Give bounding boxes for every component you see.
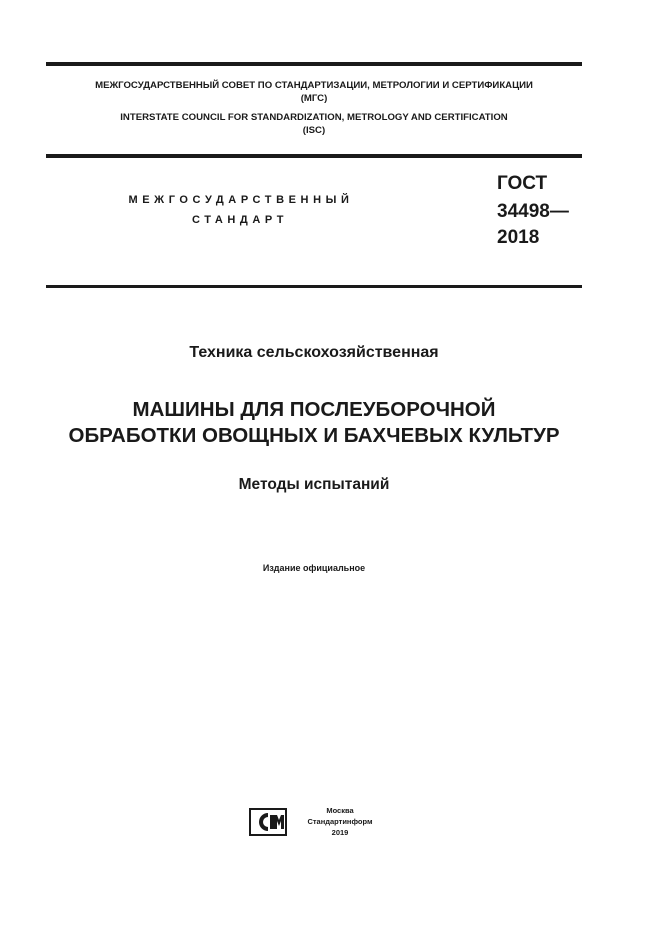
document-title-line1: МАШИНЫ ДЛЯ ПОСЛЕУБОРОЧНОЙ	[132, 398, 496, 421]
standartinform-logo-icon	[249, 808, 287, 836]
publisher-name: Стандартинформ	[307, 817, 373, 826]
gost-year: 2018	[497, 227, 540, 248]
publication-year: 2019	[331, 828, 349, 837]
document-subtitle: Методы испытаний	[238, 476, 390, 493]
council-abbr-ru: (МГС)	[300, 93, 328, 104]
council-abbr-en: (ISC)	[302, 125, 326, 136]
gost-number: 34498—	[497, 201, 569, 222]
top-rule	[46, 62, 582, 66]
document-title-line2: ОБРАБОТКИ ОВОЩНЫХ И БАХЧЕВЫХ КУЛЬТУР	[68, 424, 560, 447]
middle-rule	[46, 154, 582, 158]
bottom-rule	[46, 285, 582, 288]
publisher-city: Москва	[326, 806, 354, 815]
gost-label: ГОСТ	[497, 173, 548, 194]
standard-type-line1: МЕЖГОСУДАРСТВЕННЫЙ	[128, 194, 354, 206]
council-name-en: INTERSTATE COUNCIL FOR STANDARDIZATION, METROLOGY AND CERTIFICATION	[120, 112, 508, 123]
council-name-ru: МЕЖГОСУДАРСТВЕННЫЙ СОВЕТ ПО СТАНДАРТИЗАЦИИ, МЕТРОЛОГИИ И СЕРТИФИКАЦИИ	[95, 80, 533, 91]
standard-type-line2: СТАНДАРТ	[191, 214, 289, 226]
document-category: Техника сельскохозяйственная	[189, 344, 439, 361]
edition-note: Издание официальное	[262, 563, 366, 573]
